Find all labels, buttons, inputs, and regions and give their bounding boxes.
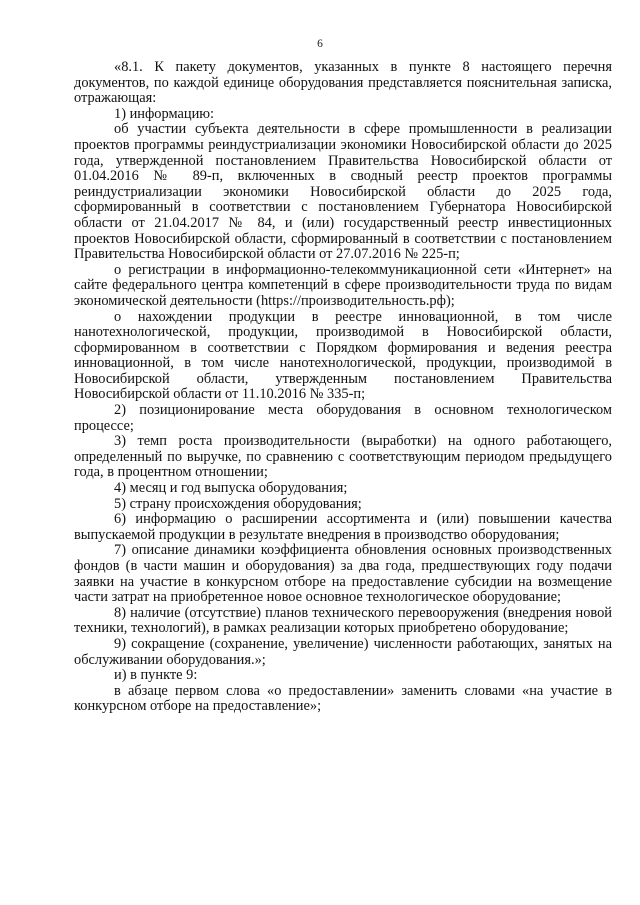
paragraph-item-5: 5) страну происхождения оборудования; bbox=[114, 495, 362, 512]
paragraph-item-6: 6) информацию о расширении ассортимента и (или) повышении качества выпускаемой продукции в результате внедрения в производство оборудования; bbox=[74, 511, 612, 543]
paragraph-item-4: 4) месяц и год выпуска оборудования; bbox=[114, 480, 348, 497]
paragraph-item-7: 7) описание динамики коэффициента обновления основных производственных фондов (в части машин и оборудования) за два года, предшествующих году подачи заявки на участие в конкурсном отборе на предоставление субсидии на возмещение части затрат на приобретенное новое основное технологическое оборудование; bbox=[74, 542, 612, 606]
paragraph-item-2: 2) позиционирование места оборудования в основном технологическом процессе; bbox=[74, 402, 612, 434]
paragraph-item-8: 8) наличие (отсутствие) планов технического перевооружения (внедрения новой техники, технологий), в рамках реализации которых приобретено оборудование; bbox=[74, 604, 612, 637]
paragraph-8-1-intro: «8.1. К пакету документов, указанных в пункте 8 настоящего перечня документов, по каждой единице оборудования представляется пояснительная записка, отражающая: bbox=[74, 59, 612, 107]
paragraph-first-abzac: в абзаце первом слова «о предоставлении» заменить словами «на участие в конкурсном отборе на предоставление»; bbox=[74, 682, 612, 715]
paragraph-item-9: 9) сокращение (сохранение, увеличение) численности работающих, занятых на обслуживании оборудования.»; bbox=[74, 635, 612, 668]
paragraph-industry-program: об участии субъекта деятельности в сфере промышленности в реализации проектов программы реиндустриализации экономики Новосибирской области до 2025 года, утвержденной постановлением Правительства Новосибирской области от 01.04.2016 № 89-п, включенных в сводный реестр проектов программы реиндустриализации экономики Новосибирской области до 2025 года, сформированный в соответствии с постановлением Губернатора Новосибирской области от 21.04.2017 № 84, и (или) государственный реестр инвестиционных проектов Новосибирской области, сформированный в соответствии с постановлением Правительства Новосибирской области от 27.07.2016 № 225-п; bbox=[74, 121, 612, 263]
paragraph-item-1: 1) информацию: bbox=[114, 105, 215, 122]
paragraph-item-3: 3) темп роста производительности (выработки) на одного работающего, определенный по выручке, по сравнению с соответствующим периодом предыдущего года, в процентном отношении; bbox=[74, 433, 612, 481]
document-body bbox=[74, 60, 612, 715]
paragraph-internet-registration: о регистрации в информационно-телекоммуникационной сети «Интернет» на сайте федерального центра компетенций в сфере производительности труда по видам экономической деятельности (https://производительность.рф); bbox=[74, 261, 612, 309]
paragraph-innovation-registry: о нахождении продукции в реестре инновационной, в том числе нанотехнологической, продукции, производимой в Новосибирской области, сформированном в соответствии с Порядком формирования и ведения реестра инновационной, в том числе нанотехнологической, продукции, производимой в Новосибирской области, утвержденным постановлением Правительства Новосибирской области от 11.10.2016 № 335-п; bbox=[74, 308, 612, 403]
page-number: 6 bbox=[317, 38, 323, 50]
paragraph-clause-i: и) в пункте 9: bbox=[114, 667, 198, 684]
